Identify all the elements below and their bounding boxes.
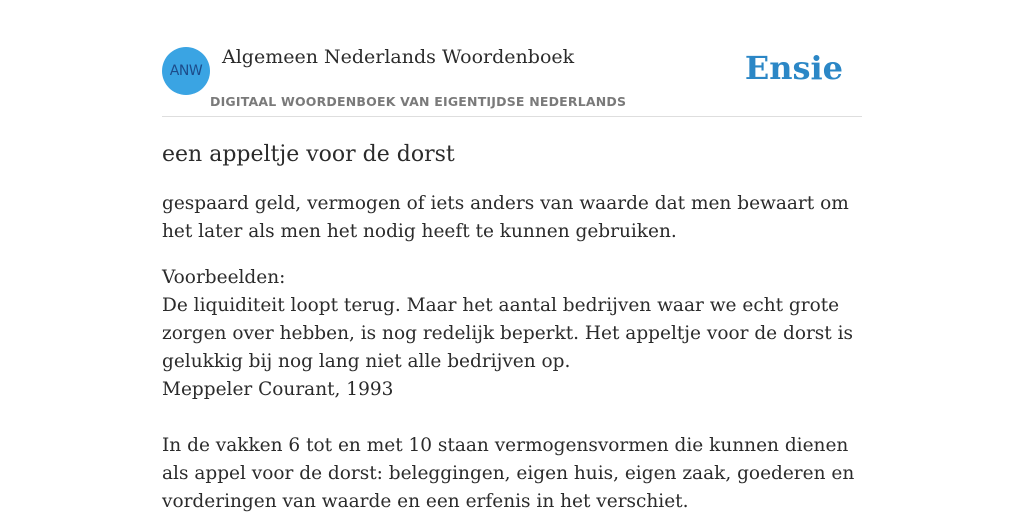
logo-text: ANW [169,63,203,79]
site-subtitle: DIGITAAL WOORDENBOEK VAN EIGENTIJDSE NEDERLANDS [210,94,627,109]
examples-label: Voorbeelden: [162,267,286,288]
example-text: De liquiditeit loopt terug. Maar het aantal bedrijven waar we echt grote zorgen over hebben, is nog redelijk beperkt. Het appeltje voor de dorst is gelukkig bij nog lang niet alle bedrijven op. [162,295,854,372]
example-item [162,432,862,512]
example-source: Meppeler Courant, 1993 [162,379,394,400]
example-text: In de vakken 6 tot en met 10 staan vermogensvormen die kunnen dienen als appel voor de dorst: beleggingen, eigen huis, eigen zaak, goederen en vorderingen van waarde en een erfenis in het verschiet. [162,435,855,512]
anw-logo[interactable] [162,47,210,95]
site-header [162,0,862,117]
entry-content [162,136,862,512]
examples-section [162,264,862,512]
ensie-brand-link[interactable]: Ensie [744,49,843,87]
site-title[interactable]: Algemeen Nederlands Woordenboek [222,46,575,68]
entry-definition: gespaard geld, vermogen of iets anders van waarde dat men bewaart om het later als men het nodig heeft te kunnen gebruiken. [162,193,849,242]
example-item [162,292,862,404]
entry-term: een appeltje voor de dorst [162,142,455,167]
